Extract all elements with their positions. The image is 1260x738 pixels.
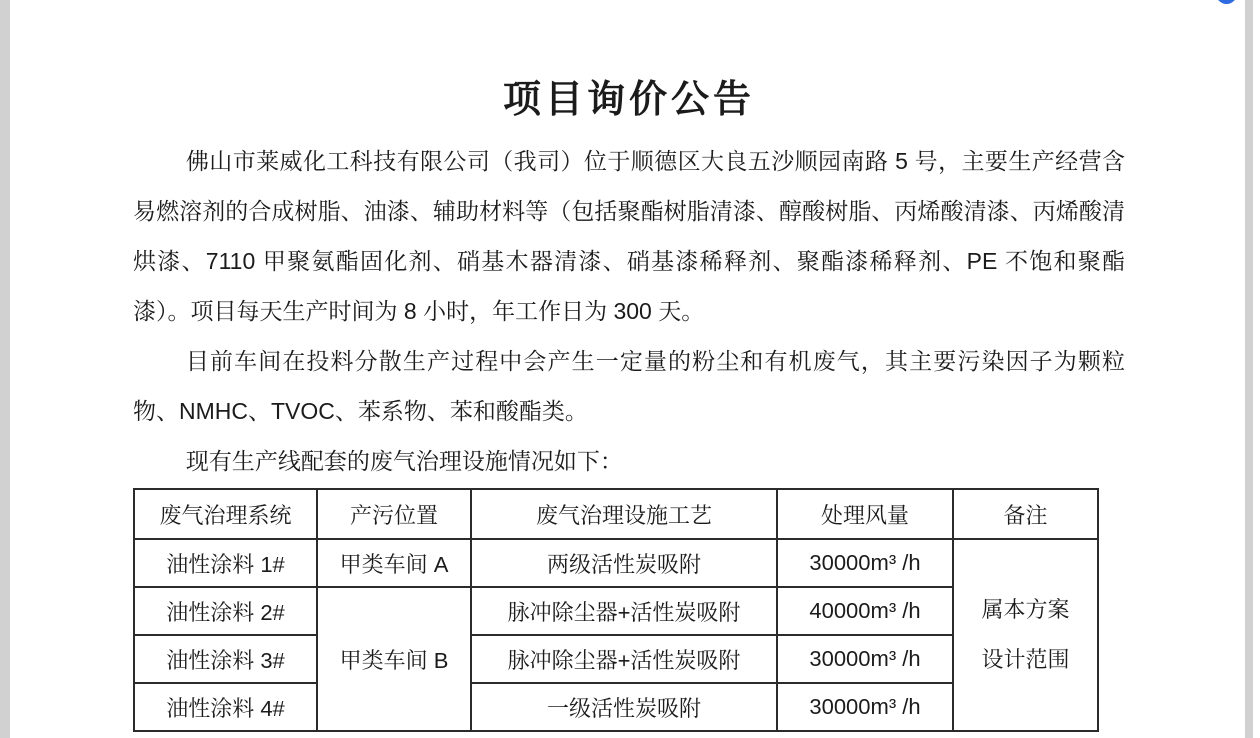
cell-process: 一级活性炭吸附: [471, 683, 777, 731]
waste-gas-treatment-table: [133, 488, 1099, 732]
col-header-airflow: 处理风量: [777, 489, 953, 539]
table-header-row: [134, 489, 1098, 539]
cell-process: 脉冲除尘器+活性炭吸附: [471, 635, 777, 683]
cell-airflow: 30000m³ /h: [777, 539, 953, 587]
remark-line: 属本方案: [981, 597, 1070, 622]
cell-airflow: 30000m³ /h: [777, 683, 953, 731]
cell-system: 油性涂料 1#: [134, 539, 317, 587]
cell-system: 油性涂料 4#: [134, 683, 317, 731]
document-page: [133, 0, 1125, 732]
col-header-pollution-location: 产污位置: [317, 489, 471, 539]
cell-location-merged: 甲类车间 B: [317, 587, 471, 731]
page-edge-right: [1245, 0, 1253, 738]
table-row-1: [134, 539, 1098, 587]
cell-location: 甲类车间 A: [317, 539, 471, 587]
paragraph-table-leadin: 现有生产线配套的废气治理设施情况如下：: [185, 448, 623, 474]
cell-airflow: 40000m³ /h: [777, 587, 953, 635]
document-title: 项目询价公告: [502, 79, 755, 121]
cell-system: 油性涂料 3#: [134, 635, 317, 683]
col-header-remark: 备注: [953, 489, 1098, 539]
remark-line: 设计范围: [981, 647, 1070, 672]
col-header-treatment-system: 废气治理系统: [134, 489, 317, 539]
page-edge-left: [0, 0, 10, 738]
paragraph-pollutants: 目前车间在投料分散生产过程中会产生一定量的粉尘和有机废气，其主要污染因子为颗粒物、NMHC、TVOC、苯系物、苯和酸酯类。: [133, 348, 1125, 424]
cell-airflow: 30000m³ /h: [777, 635, 953, 683]
col-header-treatment-process: 废气治理设施工艺: [471, 489, 777, 539]
cell-remark-merged: [953, 539, 1098, 731]
cell-process: 脉冲除尘器+活性炭吸附: [471, 587, 777, 635]
paragraph-company-intro: 佛山市莱威化工科技有限公司（我司）位于顺德区大良五沙顺园南路 5 号，主要生产经营含易燃溶剂的合成树脂、油漆、辅助材料等（包括聚酯树脂清漆、醇酸树脂、丙烯酸清漆、丙烯酸清烘漆、7110 甲聚氨酯固化剂、硝基木器清漆、硝基漆稀释剂、聚酯漆稀释剂、PE 不饱和聚酯漆）。项目每天生产时间为 8 小时，年工作日为 300 天。: [133, 148, 1125, 324]
cell-system: 油性涂料 2#: [134, 587, 317, 635]
cell-process: 两级活性炭吸附: [471, 539, 777, 587]
floating-action-button-partial[interactable]: [1216, 0, 1237, 4]
